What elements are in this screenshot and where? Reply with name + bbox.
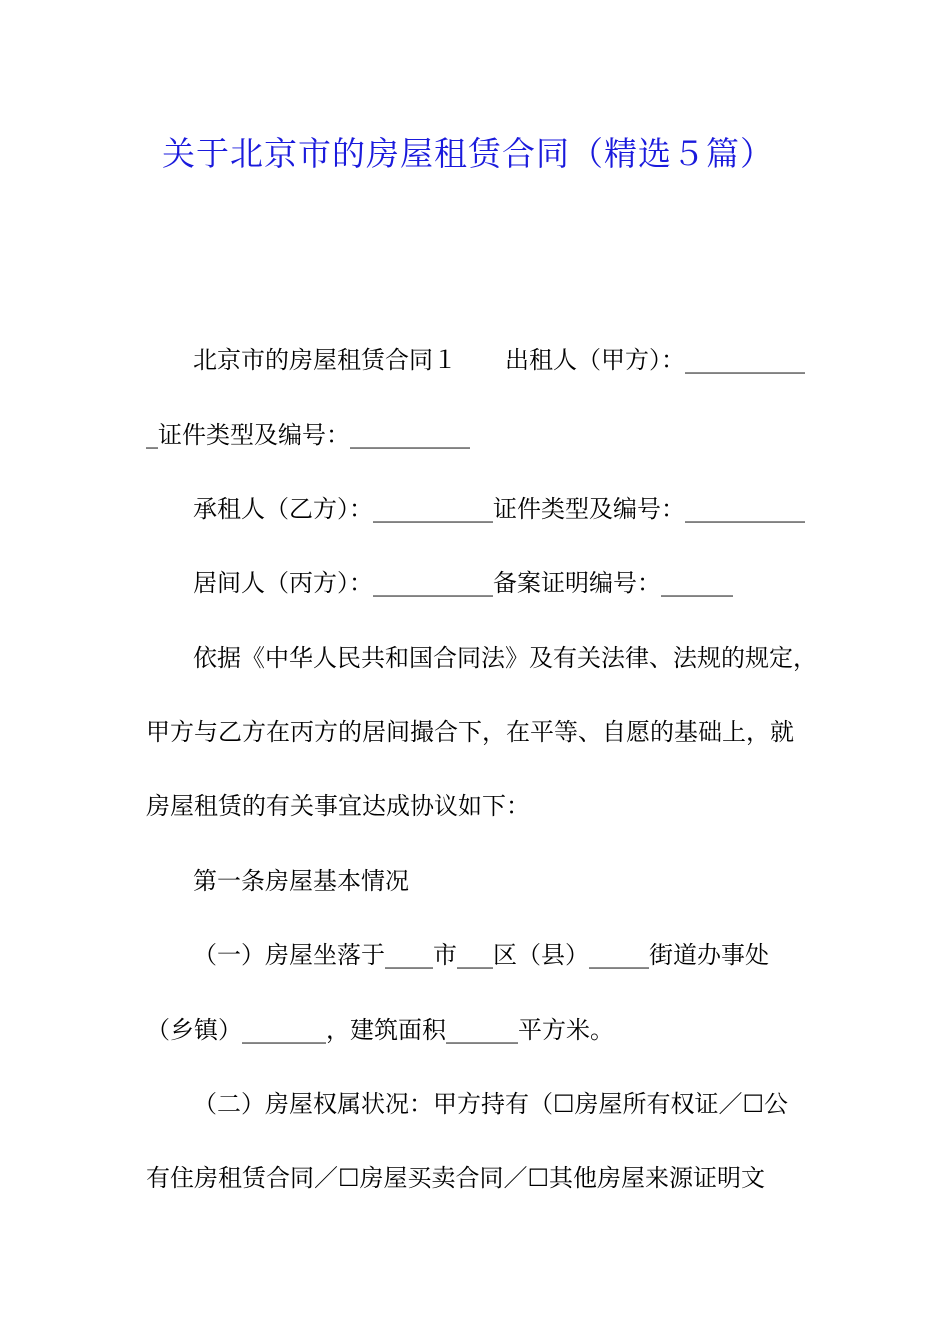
- preamble-line-3: 房屋租赁的有关事宜达成协议如下：: [146, 792, 530, 820]
- preamble-line-1: 依据《中华人民共和国合同法》及有关法律、法规的规定，: [193, 644, 817, 672]
- paragraph-parties-header: [193, 345, 873, 375]
- clause-1-line-2: （乡镇）_______，建筑面积______平方米。: [146, 1016, 614, 1044]
- broker-line: 居间人（丙方）：__________备案证明编号：______: [193, 569, 733, 597]
- document-title: 关于北京市的房屋租赁合同（精选５篇）: [162, 134, 774, 173]
- lessor-id-line: _证件类型及编号：__________: [146, 421, 470, 449]
- lessor-line: 出租人（甲方）：__________: [505, 346, 805, 374]
- clause-2-line-1: （二）房屋权属状况：甲方持有（☐房屋所有权证／☐公: [193, 1090, 789, 1118]
- lessee-line: 承租人（乙方）：__________证件类型及编号：__________: [193, 495, 805, 523]
- contract-heading: 北京市的房屋租赁合同１: [193, 346, 457, 374]
- article-1-heading: 第一条房屋基本情况: [193, 867, 409, 895]
- preamble-line-2: 甲方与乙方在丙方的居间撮合下，在平等、自愿的基础上，就: [146, 718, 794, 746]
- clause-1-line-1: （一）房屋坐落于____市___区（县）_____街道办事处: [193, 941, 769, 969]
- clause-2-line-2: 有住房租赁合同／☐房屋买卖合同／☐其他房屋来源证明文: [146, 1164, 766, 1192]
